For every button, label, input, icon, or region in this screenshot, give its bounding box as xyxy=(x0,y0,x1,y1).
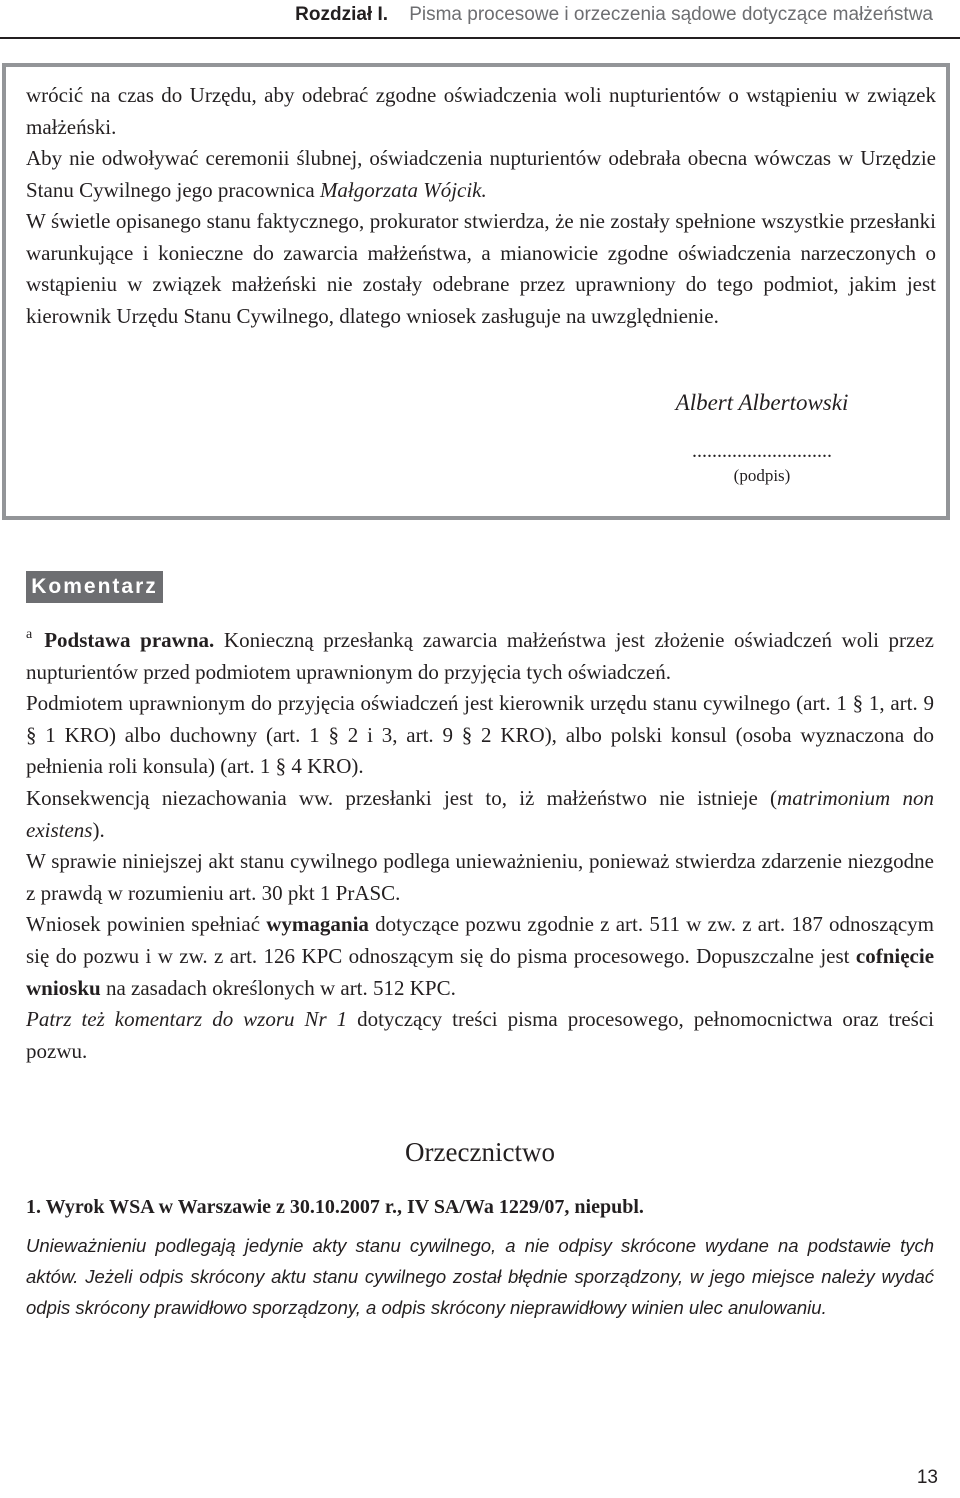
commentary-paragraph-5-c: na zasadach określonych w art. 512 KPC. xyxy=(105,975,456,1000)
header-rule xyxy=(0,37,960,39)
running-header xyxy=(0,4,933,26)
commentary-paragraph-6-text: dotyczący treści pisma procesowego, pełnomocnictwa oraz treści pozwu. xyxy=(26,1007,934,1063)
page-number: 13 xyxy=(916,1467,938,1488)
commentary-body xyxy=(26,619,934,1067)
commentary-paragraph-6 xyxy=(26,1004,934,1067)
signature-label: (podpis) xyxy=(733,466,791,485)
commentary-paragraph-4: W sprawie niniejszej akt stanu cywilnego podlega unieważnieniu, ponieważ stwierdza zdarzenie niezgodne z prawdą w rozumieniu art. 30 pkt 1 PrASC. xyxy=(26,849,934,905)
employee-name: Małgorzata Wójcik xyxy=(319,177,482,202)
legal-basis-heading: Podstawa prawna. xyxy=(44,628,215,652)
keyword-requirements: wymagania xyxy=(266,912,369,937)
commentary-paragraph-1 xyxy=(26,619,934,688)
signature-line: ............................ xyxy=(692,440,832,462)
section-badge-komentarz: Komentarz xyxy=(26,571,163,603)
keyword-withdrawal: cofnięcie wniosku xyxy=(26,943,935,1000)
frame-paragraph-3: W świetle opisanego stanu faktycznego, prokurator stwierdza, że nie zostały spełnione wszystkie przesłanki warunkujące i konieczne do zawarcia małżeństwa, a mianowicie zgodne oświadczenia narzeczonych o wstąpieniu w związek małżeński nie zostały odebrane przez uprawniony do tego podmiot, jakim jest kierownik Urzędu Stanu Cywilnego, dlatego wniosek zasługuje na uwzględnienie. xyxy=(26,209,936,328)
commentary-paragraph-3 xyxy=(26,783,934,846)
commentary-paragraph-5-b: dotyczące pozwu zgodnie z art. 511 w zw. z art. 187 odnoszącym się do pozwu i w zw. z art. 126 KPC odnoszącym się do pisma procesowego. Dopuszczalne jest xyxy=(26,912,935,968)
footnote-marker: a xyxy=(26,627,33,642)
ruling-heading: 1. Wyrok WSA w Warszawie z 30.10.2007 r., IV SA/Wa 1229/07, niepubl. xyxy=(26,1196,644,1218)
cross-reference: Patrz też komentarz do wzoru Nr 1 xyxy=(26,1007,348,1032)
commentary-paragraph-1-text: Konieczną przesłanką zawarcia małżeństwa jest złożenie oświadczeń woli przez nupturientów przed podmiotem uprawnionym do przyjęcia tych oświadczeń. xyxy=(26,628,935,684)
commentary-paragraph-3-b: ). xyxy=(92,817,105,842)
frame-paragraph-2 xyxy=(26,143,936,206)
frame-paragraph-2-end: . xyxy=(481,177,487,202)
commentary-paragraph-5-a: Wniosek powinien spełniać xyxy=(26,912,261,937)
frame-text xyxy=(26,80,936,332)
frame-paragraph-2-text: Aby nie odwoływać ceremonii ślubnej, oświadczenia nupturientów odebrała obecna wówczas w Urzędzie Stanu Cywilnego jego pracownica xyxy=(26,146,936,202)
chapter-title: Pisma procesowe i orzeczenia sądowe dotyczące małżeństwa xyxy=(409,4,933,25)
chapter-label: Rozdział I. xyxy=(295,4,389,25)
latin-term: matrimonium non existens xyxy=(26,785,934,842)
section-title-orzecznictwo: Orzecznictwo xyxy=(405,1137,555,1167)
frame-paragraph-1: wrócić na czas do Urzędu, aby odebrać zgodne oświadczenia woli nupturientów o wstąpieniu w związek małżeński. xyxy=(26,83,936,139)
ruling-text-paragraph: Unieważnieniu podlegają jedynie akty stanu cywilnego, a nie odpisy skrócone wydane na podstawie tych aktów. Jeżeli odpis skrócony aktu stanu cywilnego został błędnie sporządzony, w jego miejsce należy wydać odpis skrócony prawidłowo sporządzony, a odpis skrócony nieprawidłowy winien ulec anulowaniu. xyxy=(26,1235,934,1319)
commentary-paragraph-2: Podmiotem uprawnionym do przyjęcia oświadczeń jest kierownik urzędu stanu cywilnego (art. 1 § 1, art. 9 § 1 KRO) albo duchowny (art. 1 § 2 i 3, art. 9 § 2 KRO), albo polski konsul (osoba wyznaczona do pełnienia roli konsula) (art. 1 § 4 KRO). xyxy=(26,691,934,779)
commentary-paragraph-5 xyxy=(26,909,934,1004)
ruling-text xyxy=(26,1230,934,1324)
commentary-paragraph-3-a: Konsekwencją niezachowania ww. przesłanki jest to, iż małżeństwo nie istnieje ( xyxy=(26,785,778,810)
header-separator xyxy=(393,4,404,25)
signature-name: Albert Albertowski xyxy=(675,390,849,415)
